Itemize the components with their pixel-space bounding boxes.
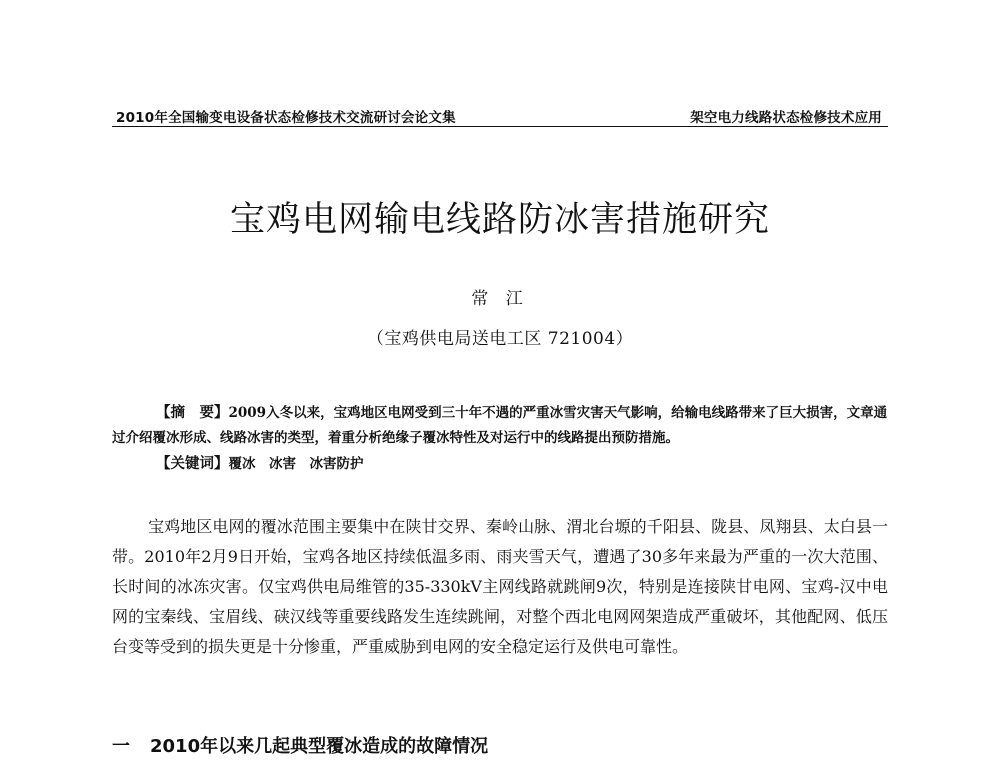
author-name: 常 江	[471, 289, 529, 309]
paper-title: 宝鸡电网输电线路防冰害措施研究	[229, 200, 770, 240]
abstract-block	[112, 400, 888, 477]
body-text: 宝鸡地区电网的覆冰范围主要集中在陕甘交界、秦岭山脉、渭北台塬的千阳县、陇县、凤翔县、太白县一带。2010年2月9日开始，宝鸡各地区持续低温多雨、雨夹雪天气，遭遇了30多年来最为严重的一次大范围、长时间的冰冻灾害。仅宝鸡供电局维管的35-330kV主网线路就跳闸9次，特别是连接陕甘电网、宝鸡-汉中电网的宝秦线、宝眉线、硖汉线等重要线路发生连续跳闸，对整个西北电网网架造成严重破坏，其他配网、低压台变等受到的损失更是十分惨重，严重威胁到电网的安全稳定运行及供电可靠性。	[112, 517, 888, 656]
body-paragraph	[112, 512, 888, 662]
running-header	[112, 104, 888, 127]
header-conference-title: 2010年全国输变电设备状态检修技术交流研讨会论文集	[116, 110, 456, 126]
abstract-text: 2009入冬以来，宝鸡地区电网受到三十年不遇的严重冰雪灾害天气影响，给输电线路带来了巨大损害，文章通过介绍覆冰形成、线路冰害的类型，着重分析绝缘子覆冰特性及对运行中的线路提出预防措施。	[112, 405, 888, 446]
section-number: 一	[112, 736, 130, 757]
section-heading	[112, 732, 488, 758]
author-affiliation: （宝鸡供电局送电工区 721004）	[366, 329, 634, 349]
keywords-text: 覆冰 冰害 冰害防护	[228, 456, 364, 472]
keywords-label: 【关键词】	[156, 455, 229, 472]
abstract-paragraph	[112, 400, 888, 451]
section-title: 2010年以来几起典型覆冰造成的故障情况	[150, 736, 489, 757]
keywords-line	[156, 451, 888, 477]
header-section-title: 架空电力线路状态检修技术应用	[690, 110, 882, 126]
abstract-label: 【摘 要】	[156, 404, 229, 421]
